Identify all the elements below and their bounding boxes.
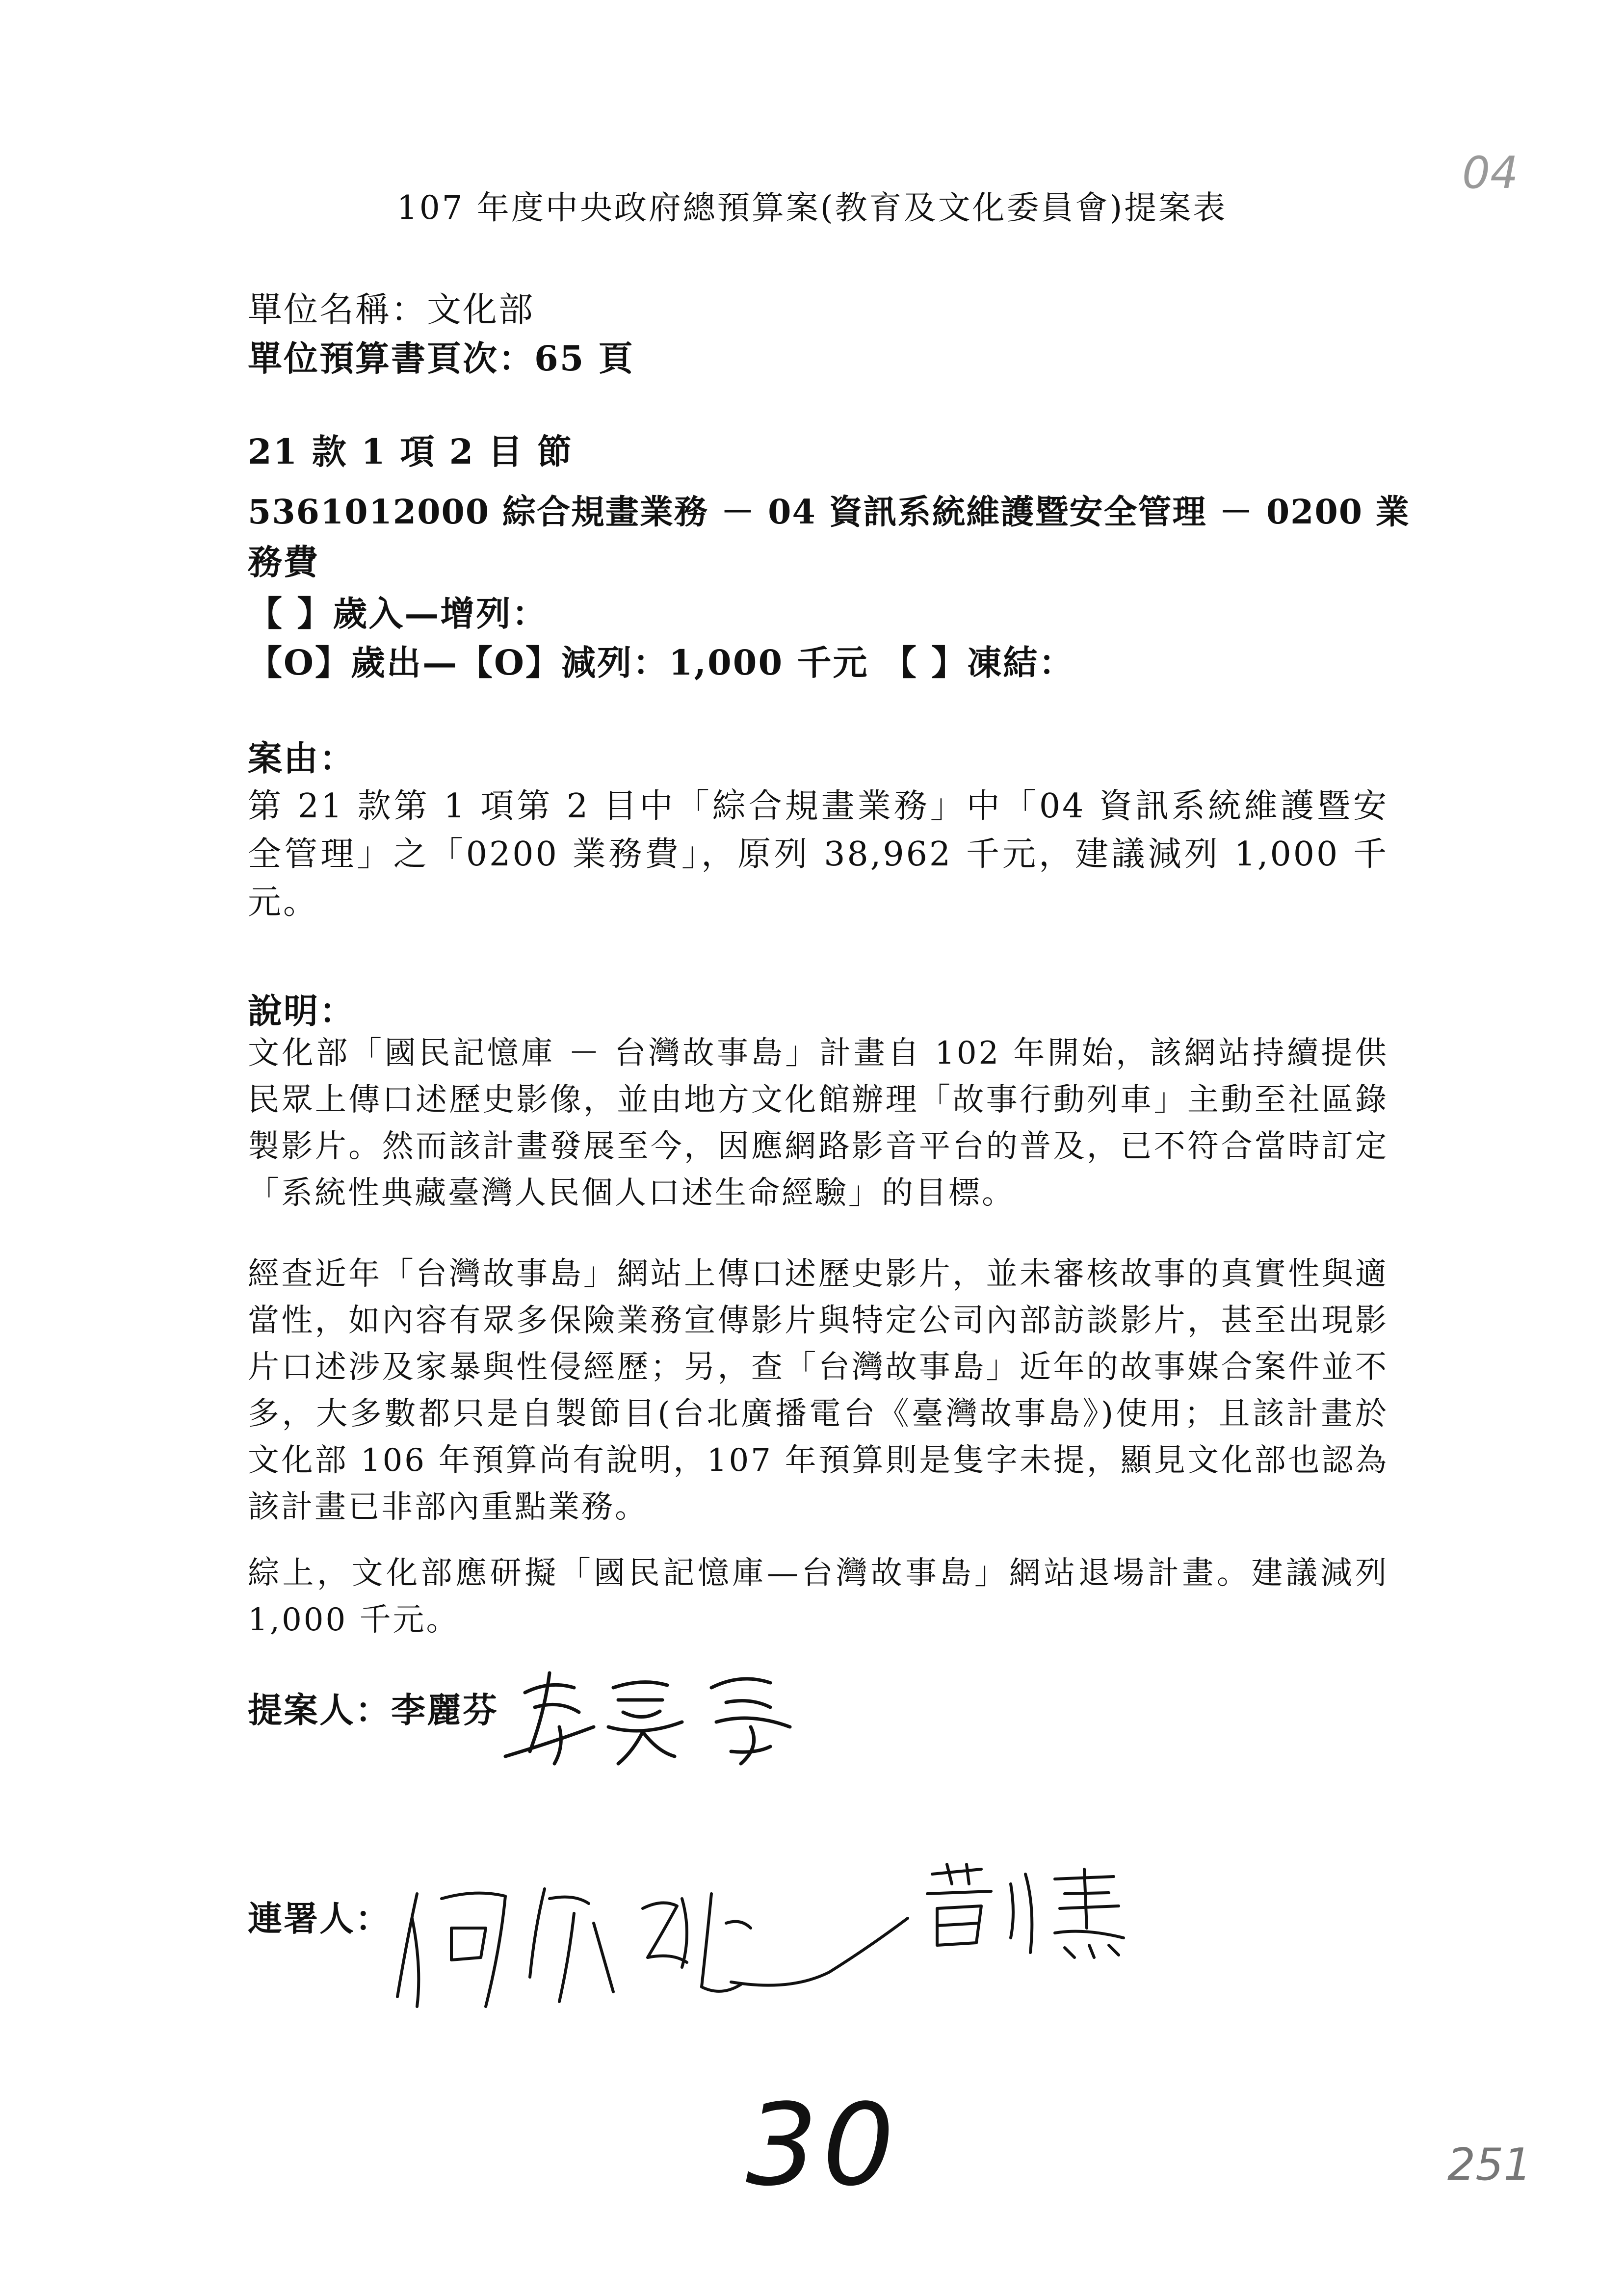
item-line-1: 5361012000 綜合規畫業務 － 04 資訊系統維護暨安全管理 － 0200 業 xyxy=(248,493,1410,532)
corner-mark: 04 xyxy=(1462,147,1519,199)
expenditure-line: 【O】歲出—【O】減列：1,000 千元 【 】凍結： xyxy=(248,642,1075,683)
cosigner-label: 連署人： xyxy=(248,1898,391,1939)
section-code: 21 款 1 項 2 目 節 xyxy=(248,431,574,472)
cosigner-signature-1 xyxy=(388,1859,917,2021)
proposer-label: 提案人：李麗芬 xyxy=(248,1690,498,1730)
explanation-paragraph-2: 經查近年「台灣故事島」網站上傳口述歷史影片，並未審核故事的真實性與適當性，如內容有眾多保險業務宣傳影片與特定公司內部訪談影片，甚至出現影片口述涉及家暴與性侵經歷；另，查「台灣故事島」近年的故事媒合案件並不多，大多數都只是自製節目(台北廣播電台《臺灣故事島》)使用；且該計畫於文化部 106 年預算尚有說明，107 年預算則是隻字未提，顯見文化部也認為該計畫已非部內重點業務。 xyxy=(248,1256,1388,1525)
explanation-heading: 說明： xyxy=(248,991,355,1031)
document-title: 107 年度中央政府總預算案(教育及文化委員會)提案表 xyxy=(396,189,1228,227)
handwritten-page-number: 30 xyxy=(746,2080,899,2211)
item-line-2: 務費 xyxy=(248,542,319,582)
cosigner-signature-2 xyxy=(917,1854,1173,1967)
unit-budget-page: 單位預算書頁次：65 頁 xyxy=(248,338,634,379)
unit-name: 單位名稱：文化部 xyxy=(248,289,534,330)
revenue-line: 【 】歲入—增列： xyxy=(248,593,548,634)
reason-text: 第 21 款第 1 項第 2 目中「綜合規畫業務」中「04 資訊系統維護暨安全管理」之「0200 業務費」，原列 38,962 千元，建議減列 1,000 千元。 xyxy=(248,787,1388,922)
proposer-signature xyxy=(496,1653,839,1771)
reason-heading: 案由： xyxy=(248,738,355,779)
explanation-paragraph-1: 文化部「國民記憶庫 － 台灣故事島」計畫自 102 年開始，該網站持續提供民眾上傳口述歷史影像，並由地方文化館辦理「故事行動列車」主動至社區錄製影片。然而該計畫發展至今，因應網路影音平台的普及，已不符合當時訂定「系統性典藏臺灣人民個人口述生命經驗」的目標。 xyxy=(248,1035,1388,1211)
explanation-paragraph-3: 綜上，文化部應研擬「國民記憶庫—台灣故事島」網站退場計畫。建議減列 1,000 千元。 xyxy=(248,1555,1388,1638)
margin-mark: 251 xyxy=(1447,2139,1532,2191)
